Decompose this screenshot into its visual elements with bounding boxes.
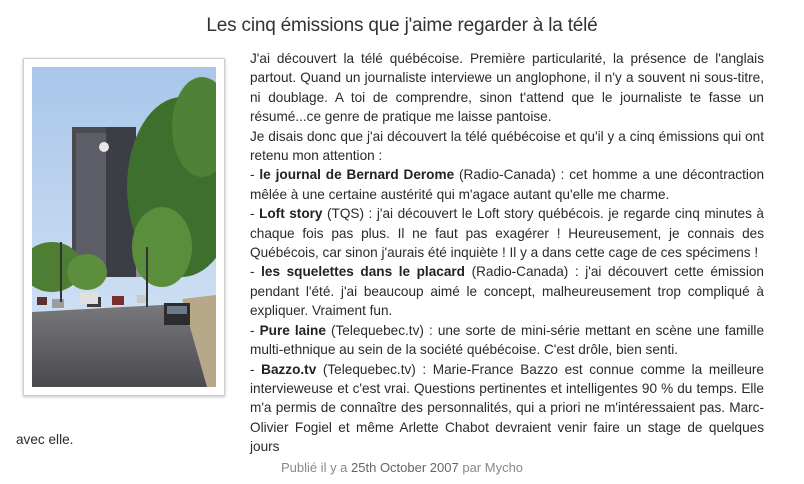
- show-item: - Loft story (TQS) : j'ai découvert le Loft story québécois. je regarde cinq minutes à chaque fois pas plus. Il ne faut pas exagérer ! Heureusement, je connais des Québécois, car sinon j'aurais été inquiète ! Il y a dans cette cage de ces spécimens !: [250, 206, 764, 261]
- intro-paragraph: J'ai découvert la télé québécoise. Première particularité, la présence de l'anglais partout. Quand un journaliste interviewe un anglophone, il n'y a souvent ni sous-titre, ni doublage. A toi de comprendre, sinon t'attend que le journaliste te fasse un résumé...ce genre de pratique me laisse pantoise.: [250, 51, 764, 125]
- post-title: Les cinq émissions que j'aime regarder à la télé: [206, 15, 598, 36]
- post-body: [250, 49, 764, 457]
- street-photo-image: [32, 67, 216, 387]
- post-date-link[interactable]: 25th October 2007: [351, 460, 459, 475]
- author-link[interactable]: Mycho: [484, 460, 524, 475]
- published-label: Publié il y a: [280, 460, 352, 475]
- show-name: Pure laine: [259, 322, 326, 338]
- show-name: Bazzo.tv: [261, 361, 317, 377]
- show-item: - les squelettes dans le placard (Radio-Canada) : j'ai découvert cette émission pendant l'été. j'ai beaucoup aimé le concept, malheureusement trop compliqué à expliquer. Vraiment fun.: [250, 264, 764, 319]
- lead-paragraph: Je disais donc que j'ai découvert la télé québécoise et qu'il y a cinq émissions qui ont retenu mon attention :: [250, 128, 764, 164]
- post-meta: [0, 460, 804, 475]
- by-label: par: [458, 460, 485, 475]
- show-item: - Bazzo.tv (Telequebec.tv) : Marie-France Bazzo est connue comme la meilleure intervieweuse et c'est vrai. Questions pertinentes et intelligentes 90 % du temps. Elle m'a permis de connaître des personnalités, qui a priori ne m'intéressaient pas. Marc-Olivier Fogiel et même Arlette Chabot devraient venir faire un stage de quelques jours: [250, 361, 764, 455]
- show-name: le journal de Bernard Derome: [259, 167, 455, 183]
- show-name: les squelettes dans le placard: [261, 264, 465, 280]
- show-item: - Pure laine (Telequebec.tv) : une sorte de mini-série mettant en scène une famille multi-ethnique au sein de la société québécoise. C'est drôle, bien senti.: [250, 322, 765, 358]
- show-name: Loft story: [259, 206, 323, 222]
- show-item: - le journal de Bernard Derome (Radio-Canada) : cet homme a une décontraction mêlée à une certaine austérité qui m'agace autant qu'elle me charme.: [250, 167, 765, 202]
- post-photo: [23, 58, 225, 396]
- post-body-tail: avec elle.: [16, 432, 74, 447]
